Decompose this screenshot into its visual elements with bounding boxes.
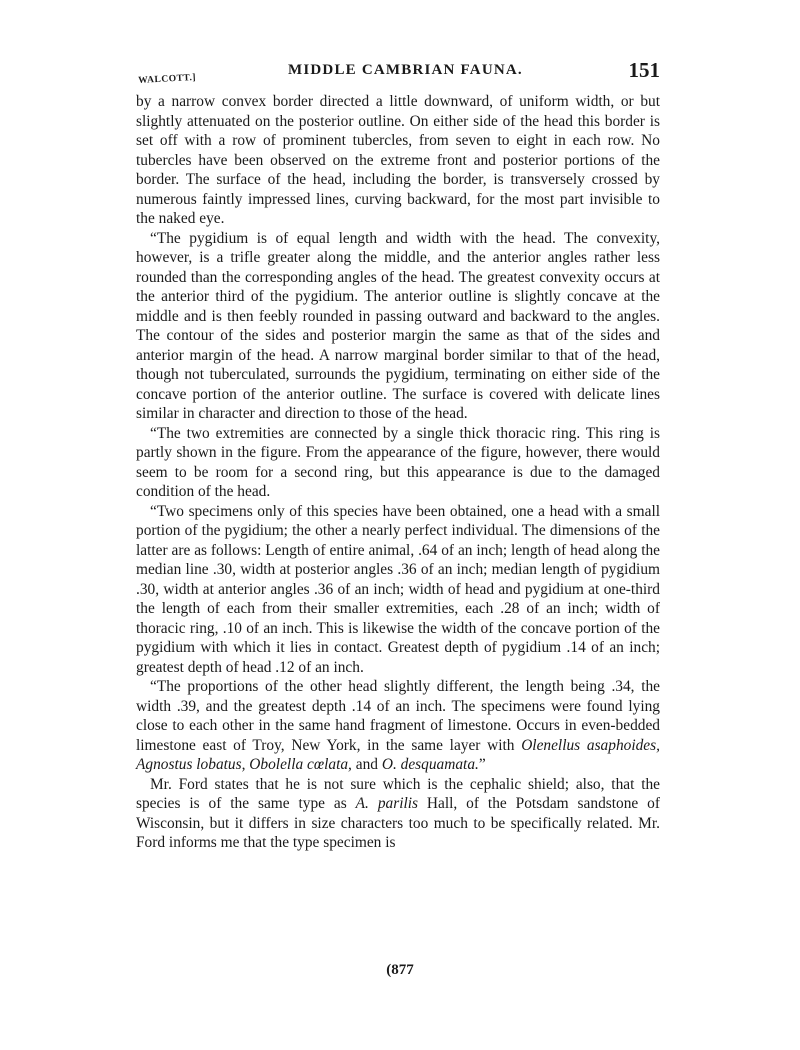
author-tag: WALCOTT.] xyxy=(138,72,197,86)
text-run: Mr. Ford states that he is not sure which is the cephalic shield; also, that the species is of the same type as xyxy=(136,775,660,812)
taxon-name: Olenellus asaphoides, Agnostus lobatus, Obolella cœlata, xyxy=(136,736,660,773)
body-text xyxy=(136,92,660,853)
signature-mark: (877 xyxy=(386,962,414,978)
text-run: “Two specimens only of this species have been obtained, one a head with a small portion of the pygidium; the other a nearly perfect individual. The dimensions of the latter are as follows: Length of entire animal, .64 of an inch; length of head along the median line .30, width at posterior angles .36 of an inch; median length of pygidium .30, width at anterior angles .36 of an inch; width of head and pygidium at one-third the length of each from their smaller extremities, each .28 of an inch; width of thoracic ring, .10 of an inch. This is likewise the width of the concave portion of the pygidium with which it lies in contact. Greatest depth of pygidium .14 of an inch; greatest depth of head .12 of an inch. xyxy=(136,502,660,676)
text-run: “The two extremities are connected by a single thick thoracic ring. This ring is partly shown in the figure. From the appearance of the figure, however, there would seem to be room for a second ring, but this appearance is due to the damaged condition of the head. xyxy=(136,424,660,500)
paragraph xyxy=(136,677,660,775)
running-header xyxy=(138,58,660,92)
text-run: ” xyxy=(478,756,486,773)
taxon-name: O. desquamata. xyxy=(381,756,479,773)
paragraph xyxy=(136,775,660,853)
paragraph xyxy=(136,424,660,502)
paragraph xyxy=(136,229,660,424)
text-run: “The pygidium is of equal length and width with the head. The convexity, however, is a trifle greater along the middle, and the anterior angles rather less rounded than the corresponding angles of the head. The greatest convexity occurs at the anterior third of the pygidium. The anterior outline is slightly concave at the middle and is then feebly rounded in passing outward and backward to the angles. The contour of the sides and posterior margin the same as that of the sides and anterior margin of the head. A narrow marginal border similar to that of the head, though not tuberculated, surrounds the pygidium, terminating on either side of the concave portion of the anterior outline. The surface is covered with delicate lines similar in character and direction to those of the head. xyxy=(136,229,660,422)
paragraph xyxy=(136,92,660,229)
text-run: “The proportions of the other head slightly different, the length being .34, the width .39, and the greatest depth .14 of an inch. The specimens were found lying close to each other in the same hand fragment of limestone. Occurs in even-bedded limestone east of Troy, New York, in the same layer with xyxy=(136,678,660,754)
taxon-name: A. parilis xyxy=(355,795,419,812)
text-run: and xyxy=(351,756,382,773)
text-run: by a narrow convex border directed a little downward, of uniform width, or but slightly attenuated on the posterior outline. On either side of the head this border is set off with a row of prominent tubercles, from seven to eight in each row. No tubercles have been observed on the extreme front and posterior portions of the border. The surface of the head, including the border, is transversely crossed by numerous faintly impressed lines, curving backward, for the most part invisible to the naked eye. xyxy=(136,93,660,227)
running-title: MIDDLE CAMBRIAN FAUNA. xyxy=(288,62,523,78)
page-number: 151 xyxy=(628,58,660,82)
paragraph xyxy=(136,502,660,678)
text-run: Hall, of the Potsdam sandstone of Wisconsin, but it differs in size characters too much to be specifically related. Mr. Ford informs me that the type specimen is xyxy=(136,795,660,851)
